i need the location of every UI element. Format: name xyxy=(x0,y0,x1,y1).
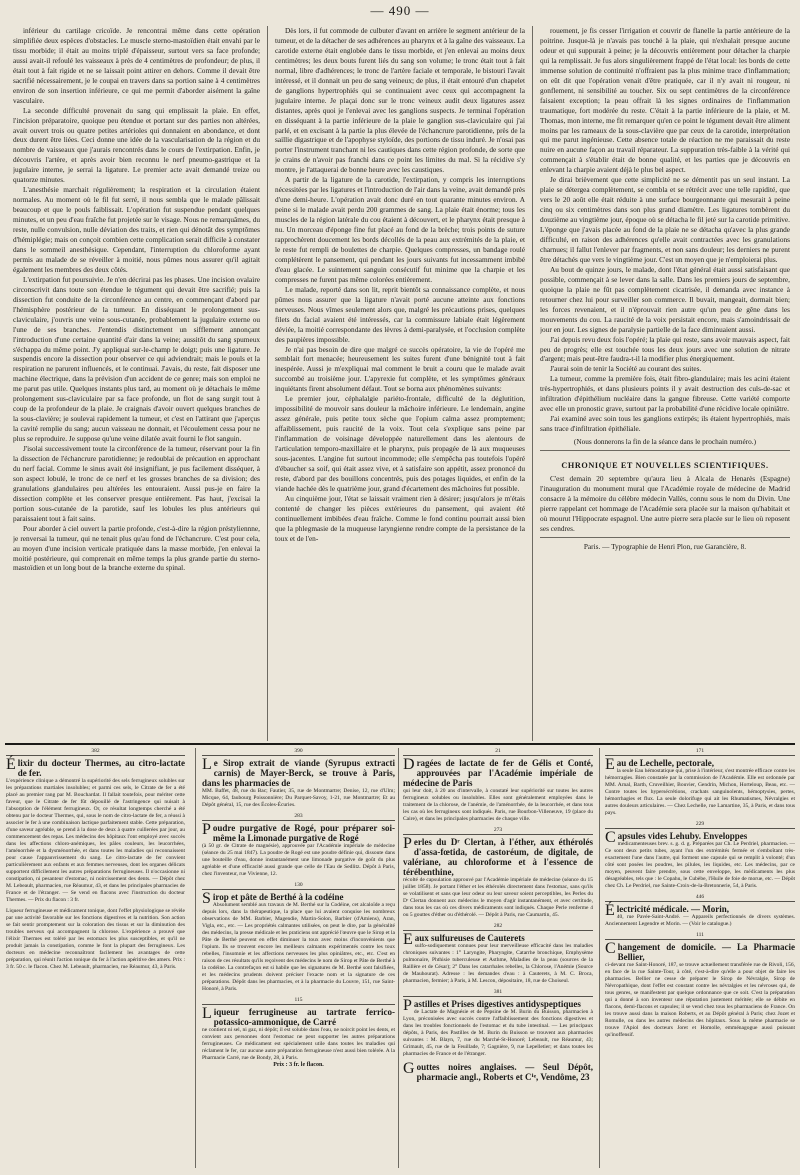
ad-title: outtes noires anglaises. — Seul Dépôt, pharmacie angl., Roberts et Cⁱᵉ, Vendôme, 23 xyxy=(416,1062,593,1083)
ad-number: 282 xyxy=(403,923,593,931)
paragraph: La tumeur, comme la première fois, était fibro-glandulaire; mais les acini étaient très-hypertrophiés, et dans plusieurs points il y avait destruction des culs-de-sac et infiltration d'épithélium nucléaire dans la gangue fibreuse. Cette variété comporte avec elle un pronostic grave, surtout par la probabilité d'une récidive locale opiniâtre. xyxy=(540,374,790,414)
ad-number: 229 xyxy=(605,821,795,829)
paragraph: Je n'ai pas besoin de dire que malgré ce succès opératoire, la vie de l'opéré me semblait fort menacée; heureusement les suites furent d'une bénignité tout à fait inespérée. Aussi je m'expliquai mal comment le bruit a couru que le malade avait succombé au troisième jour. L'apyrexie fut complète, et les symptômes généraux inquiétants firent absolument défaut. Tout se borna aux phénomènes suivants: xyxy=(275,344,525,394)
paragraph: Le malade, reporté dans son lit, reprit bientôt sa connaissance complète, et nous pûmes nous assurer que la ligature n'avait porté aucune atteinte aux fonctions nerveuses. Nous vîmes seulement alors que, malgré les précautions prises, quelques filets du facial avaient été intéressés, car la commissure labiale était légèrement déviée, la moitié correspondante des lèvres à demi-paralysée, et l'occlusion complète des paupières impossible. xyxy=(275,284,525,344)
drop-cap: É xyxy=(6,756,16,773)
ad-headline xyxy=(403,931,593,949)
ad-number: 115 xyxy=(202,997,395,1005)
ad-column-3 xyxy=(403,748,593,1168)
paragraph: rouement, je fis cesser l'irrigation et couvrir de flanelle la partie antérieure de la poitrine. Jusque-là je n'avais pas touché à la plaie, qui n'exhalait presque aucune odeur et qui suppurait à peine; je la découvris entièrement pour détacher la charpie qui la remplissait. Je fus alors singulièrement frappé de l'état local: les bords de cette immense solution de continuité n'offraient pas la plus minime trace d'inflammation; on eût dit que l'opération venait d'être pratiquée, car il n'y avait ni rougeur, ni gonflement, ni sensibilité au toucher. Six ou sept centimètres de la circonférence faisaient exception; la peau offrait là les signes ordinaires de l'inflammation traumatique, fort modérée du reste. C'était à la partie inférieure de la plaie, et M. Thomas, mon interne, me fit remarquer qu'en ce point le tégument devait être aliment moins par les rameaux de la sous-clavière que par ceux de la carotide, interprétation qui me parut ingénieuse. Cette absence totale de réaction ne me paraissait du reste nuire en aucune façon au travail réparateur. La suppuration très-faible à la vérité qui commençait à s'établir était de bonne qualité, et les parties que je découvris en enlevant la charpie avaient déjà le plus bel aspect. xyxy=(540,26,790,175)
ad-number: 381 xyxy=(403,989,593,997)
drop-cap: E xyxy=(605,756,615,773)
ad-title: astilles et Prises digestives antidyspeptiques xyxy=(413,999,581,1010)
paragraph: J'aurai soin de tenir la Société au courant des suites. xyxy=(550,364,702,374)
ad-number: 273 xyxy=(403,827,593,835)
ad-headline xyxy=(605,756,795,773)
ad-number: 283 xyxy=(202,813,395,821)
divider xyxy=(540,450,790,451)
drop-cap: L xyxy=(202,756,212,773)
advertisement xyxy=(403,827,593,919)
ad-body: L'expérience clinique a démontré la supériorité des sels ferrugineux solubles sur les préparations martiales insolubles; et parmi ces sels, le Citrate de fer a été placé au premier rang par M. Bouchardat. Il fallait toutefois, pour mériter cette faveur, que le Citrate de fer fût dépouillé de l'astringence qui nuisait à l'absorption de l'élément ferrugineux. Or, ce résultat longtemps cherché a été obtenu par le docteur Thermes, qui, sous le nom de citro-lactate de fer, a réussi à associer le fer à une combinaison lactique parfaitement stable. Cette préparation, d'une saveur agréable, se prend à la dose de deux à quatre cuillerées par jour, au commencement des repas. Les médecins des hôpitaux l'ont employé avec succès dans les affections chloro-anémiques, les pâles couleurs, les leucorrhées, l'aménorrhée et la dysménorrhée, et dans toutes les maladies qui reconnaissent pour cause l'appauvrissement du sang. Le citro-lactate de fer convient particulièrement aux enfants et aux femmes nerveuses, dont les organes délicats supportent difficilement les autres préparations ferrugineuses. Il n'occasionne ni constipation, ni pesanteur d'estomac, ni noircissement des dents. — Dépôt chez M. Lebeault, pharmacien, rue Réaumur, 43, et dans les principales pharmacies de France et de l'étranger. — Se vend en flacons avec l'instruction du docteur Thermes. — Prix du flacon : 3 fr. xyxy=(6,778,185,904)
article-column-2 xyxy=(275,26,525,761)
ad-number: 382 xyxy=(6,748,185,756)
advertisement xyxy=(202,748,395,809)
paragraph: J'isolai successivement toute la circonférence de la tumeur, réservant pour la fin la dissection de l'échancrure parotidienne; je redoublai de précaution en approchant du nerf facial. Comme le sinus avait été insignifiant, je pus facilement disséquer, à son aspect lobulé, le tronc de ce nerf et les grosses branches de sa division; des granulations glandulaires peu altérées les entouraient. Aussi pus-je en faire la dissection complète et les conserver presque entièrement. Pas haut, j'excisai la portion sous-cutanée de la parotide, sauf les lobules les plus antérieurs qui paraissaient tout à fait sains. xyxy=(13,444,260,523)
drop-cap: C xyxy=(605,940,616,958)
paragraph: Le premier jour, céphalalgie pariéto-frontale, difficulté de la déglutition, impossibilité de mouvoir sans douleur la mâchoire inférieure. Le lendemain, angine assez générale, puis petite toux sèche que l'opium calma assez promptement; affaiblissement, puis raucité de la voix. Tout cela s'explique sans peine par l'inflammation de voisinage développée naturellement dans les alentours de l'articulation temporo-maxillaire et le pharynx, puis propagée de là aux muqueuses sous-jacentes. L'angine fut surtout incommode; elle s'empêcha pas toutefois l'opéré d'ébaucher sa soif, qui était assez vive, et à satisfaire son appétit, assez prononcé du reste, d'abord par des bouillons concentrés, puis des potages liquides, et enfin de la viande hachée dès le quatrième jour, grand d'écartement des mâchoires fut possible. xyxy=(275,394,525,493)
advertisement xyxy=(605,748,795,817)
drop-cap: E xyxy=(403,931,413,949)
ad-title: lectricité médicale. — Morin, xyxy=(616,904,729,915)
ad-body: ne contient ni sel, ni gaz, ni dépôt; il est soluble dans l'eau, ne noircit point les dents, et convient aux personnes dont l'estomac ne peut supporter les autres préparations ferrugineuses. Ce médicament est spécialement utile dans toutes les maladies qui réclament le fer, car aucune autre préparation ferrugineuse n'est aussi bien tolérée. A la Pharmacie Carré, rue de Bondy, 28, à Paris. xyxy=(202,1027,395,1062)
advertisement xyxy=(403,989,593,1058)
drop-cap: D xyxy=(403,756,415,773)
paragraph: J'ai depuis revu deux fois l'opéré; la plaie qui reste, sans avoir mauvais aspect, fait peu de progrès; elle est touchée tous les deux jours avec une solution de nitrate d'argent; mais peut-être faudra-t-il la modifier plus énergiquement. xyxy=(540,334,790,364)
ad-headline xyxy=(202,758,395,788)
drop-cap: S xyxy=(202,890,211,908)
section-title: CHRONIQUE ET NOUVELLES SCIENTIFIQUES. xyxy=(561,461,769,471)
drop-cap: G xyxy=(403,1060,415,1078)
divider xyxy=(540,537,790,538)
ad-number: 171 xyxy=(605,748,795,756)
ad-number: 21 xyxy=(403,748,593,756)
ad-headline xyxy=(403,837,593,877)
ad-headline xyxy=(605,902,795,920)
advertisement xyxy=(403,748,593,823)
paragraph: Au bout de quinze jours, le malade, dont l'état général était aussi satisfaisant que possible, commençait à se lever dans la salle. Dans les premiers jours de septembre, quoique la plaie ne fût pas complètement cicatrisée, il demanda avec instance à retourner chez lui pour surveiller son commerce. Il buvait, mangeait, dormait bien; les forces revenaient, et il n'éprouvait rien autre qu'un peu de gêne dans les mouvements du cou. La raucité de la voix persistait encore, mais s'amoindrissait de jour en jour. Les signes de paralysie partielle de la face diminuaient aussi. xyxy=(540,264,790,334)
ad-body: récolté de capsulation approuvé par l'Académie impériale de médecine (séance du 15 juillet 1858). Je portant l'éther et les éthérolés directement dans l'estomac, sans qu'ils se volatilisent et sans que leur odeur ou leur saveur soient perceptibles, les Perles du Dʳ Clertan donnent aux médecins le moyen d'agir instantanément, et avec certitude, dans tous les cas où ces divers médicaments sont indiqués. Chaque Perle renferme 4 ou 5 gouttes d'éther ou d'éthérolé. — Dépôt à Paris, rue Caumartin, 45. xyxy=(403,877,593,919)
paragraph: Je dirai brièvement que cette simplicité ne se démentit pas un seul instant. La plaie se détergea complètement, se combla et se rétrécit avec une telle rapidité, que vers le 20 août elle était réduite à une surface bourgeonnante qui mesurait à peine cinq ou six centimètres dans son plus grand diamètre. Les ligatures tombèrent du douzième au vingtième jour, époque où se détacha le fil jeté sur la carotide primitive. L'éponge que j'avais placée au fond de la plaie ne se détacha qu'avec la plus grande difficulté, en raison des adhérences qu'elle avait contractées avec les granulations charnues; il fallut l'enlever par fragments, et non sans douleur; les derniers ne purent être détachés que vers le vingtième jour. C'est un moyen que je n'emploierai plus. xyxy=(540,175,790,264)
paragraph: L'extirpation fut poursuivie. Je n'en décrirai pas les phases. Une incision ovalaire circonscrivit dans toute son étendue le tégument qui devait être sacrifié; puis la dissection fut conduite de la circonférence au centre, en commençant d'abord par l'hémisphère postérieur de la tumeur. En disséquant le prolongement sus-claviculaire, j'ouvris une veine sous-cutanée, probablement la jugulaire externe ou l'une de ses branches. J'entendis distinctement un sifflement annonçant l'introduction d'une certaine quantité d'air dans la veine; aussitôt du sang spumeux s'échappa du même point. J'y appliquai sur-le-champ le doigt; puis une ligature. Je suspendis encore la dissection pour observer ce qui adviendrait; mais le pouls et la respiration ne parurent influencés, et le continuai. J'avais, du reste, fait disposer une machine électrique, dans la prévision d'un accident de ce genre; mais son emploi ne me parut pas utile. Quelques instants plus tard, au moment où je détachais le même prolongement sus-claviculaire par sa face profonde, un flot de sang surgit tout à coup de la profondeur de la plaie. Je craignais d'avoir ouvert quelques branches de la sous-clavière; je soulevai rapidement la tumeur, et c'est en l'attirant que j'aperçus la cavité remplie du sang; aucun vaisseau ne donnait, et l'écoulement cessa pour ne plus se reproduire. Je suppose qu'une veine dilatée avait fourni le flot sanguin. xyxy=(13,274,260,444)
ad-title: apsules vides Lehuby. Enveloppes xyxy=(617,831,748,842)
ad-body: la seule Eau hémostatique qui, prise à l'intérieur, s'est montrée efficace contre les hémorragies. Bien constatée par la commission de l'Académie. Elle est ordonnée par MM. Arnal, Barth, Cruveilhier, Bouvier, Gendrin, Michon, Horteloup, Beau, etc. — Contre toutes les hypersécrétions, crachats sanguinolents, hémoptysies, pertes, hémorrhagies et flux. La seule dolorifuge qui ait les Rhumatismes, Névralgies et autres douleurs articulaires. — Chez Lechelle, rue Lamartine, 35, à Paris, et dans tous pays. xyxy=(605,768,795,817)
ad-headline xyxy=(202,823,395,843)
ad-headline xyxy=(202,890,395,908)
ad-body: médicamenteuses brev. s. g. d. g. Préparées par Ch. Le Perdriel, pharmacien. — Ce sont deux petits tubes, ayant l'un des extrémités fermée et s'emboîtant très-exactement l'une dans l'autre, qui forment une capsule qui se remplit à volonté; d'un côté sont posées les poudres, les pilules, les liquides, etc. Les médecins, par ce moyen, peuvent faire prendre, sous cette enveloppe, les médicaments les plus désagréables, tels que : le Copahu, le Cubèbe, l'Huile de foie de morue, etc. — Dépôt chez Ch. Le Perdriel, rue Sainte-Croix-de-la-Bretonnerie, 54, à Paris. xyxy=(605,841,795,890)
advertisement xyxy=(605,821,795,890)
advertisement xyxy=(202,997,395,1069)
advertisement xyxy=(202,882,395,993)
drop-cap: C xyxy=(605,829,616,847)
ad-headline xyxy=(202,1007,395,1027)
continuation-note: (Nous donnerons la fin de la séance dans le prochain numéro.) xyxy=(573,437,757,447)
drop-cap: L xyxy=(202,1005,212,1023)
article-column-1 xyxy=(13,26,260,761)
advertisement xyxy=(403,923,593,985)
ad-column-1 xyxy=(6,748,185,1168)
drop-cap: P xyxy=(202,821,211,839)
ad-title: oudre purgative de Rogé, pour préparer soi-même la Limonade purgative de Rogé xyxy=(212,823,395,844)
ad-headline xyxy=(605,942,795,962)
ad-number: 390 xyxy=(202,748,395,756)
ad-title: au de Lechelle, pectorale, xyxy=(616,758,715,768)
ad-headline xyxy=(403,997,593,1015)
ad-headline xyxy=(403,758,593,788)
advertisement xyxy=(202,813,395,878)
ad-body: de Lactate de Magnésie et de Pepsine de M. Burin du Buisson, pharmacien à Lyon, préconisées avec succès contre l'affaiblissement des fonctions digestives et dans les troubles fonctionnels de l'estomac et du tube intestinal. — Les principaux dépôts, à Paris, des Pastilles de M. Burin du Buisson se trouvent aux pharmacies suivantes : M. Blayn, 7, rue du Marché-St-Honoré; Lebeault, rue Réaumur, 43; Grimault, 45, rue de la Feuillade, 7; Gagnière, 9, rue Lepelletier; et dans toutes les pharmacies de France et de l'étranger. xyxy=(403,1009,593,1058)
colophon: Paris. — Typographie de Henri Plon, rue Garancière, 8. xyxy=(583,541,747,551)
paragraph: L'anesthésie marchait régulièrement; la respiration et la circulation étaient normales. Au moment où le fil fut serré, il nous sembla que le malade pâlissait beaucoup et que le pouls faiblissait. L'opération fut suspendue pendant quelques minutes, et un peu d'eau fraîche fut projetée sur le visage. Nous ne remarquâmes, du reste, nulle convulsion, nulle déviation des traits, et rien qui dénotât des symptômes d'hémiplégie; mais on conçoit combien cette complication serait difficile à constater dans le sommeil anesthésique. Cependant, l'interruption du chloroforme ayant permis au malade de se réveiller à moitié, nous pûmes nous assurer qu'il agitait également les membres des deux côtés. xyxy=(13,185,260,274)
ad-price: Prix : 3 fr. le flacon. xyxy=(273,1062,324,1069)
advertisement xyxy=(605,932,795,1039)
ad-column-rule xyxy=(398,748,399,1168)
ad-headline xyxy=(6,758,185,778)
advertisement xyxy=(6,908,185,971)
paragraph: inférieur du cartilage cricoïde. Je rencontrai même dans cette opération simplifiée deux espèces d'obstacles. Le muscle sterno-mastoïdien était envahi par le tissu morbide; il était au moins triplé d'épaisseur, surtout vers sa face profonde; aussi avait-il refoulé les vaisseaux à près de 4 centimètres de profondeur; de plus, il était tout à fait rigide et ne se laissait point attirer en dehors. Comme il devait être sacrifié nécessairement, je le coupai en travers dans sa portion saine à 4 centimètres environ de son insertion inférieure, ce qui me permit d'aborder aisément la gaîne vasculaire. xyxy=(13,26,260,105)
ad-body: Absolument semblé aux travaux de M. Berthé sur la Codéine, cet alcaloïde a reçu depuis lors, dans la thérapeutique, la place que lui avaient conquise les nombreux observations de MM. Barbier, Magendie, Martin-Solon, Barbier (d'Amiens), Aran, Vigla, etc., etc. — Les propriétés calmantes utilisées, on peut le dire, par la généralité des médecins, la presse médicale et les praticiens ont apprécié l'œuvre que le Sirop et la Pâte de Berthé peuvent en effet diminuer la toux avec moins d'inconvénients que l'opium. Ils se trouvent encore les meilleurs calmants expérimentés contre les toux rebelles, l'insomnie et les affections nerveuses les plus opiniâtres, etc., etc. C'est en raison de ces résultats qu'ils reçoivent des médecins le nom de Sirop et Pâte de Berthé à la codéine. La contrefaçon est si habile que les signatures de M. Berthé sont falsifiées, et les médecins prudents doivent préciser l'exacte nom et la signature de ces préparations. Dépôt dans les pharmacies, et à la pharmacie du Louvre, 151, rue Saint-Honoré, à Paris. xyxy=(202,902,395,993)
advertisement xyxy=(605,894,795,928)
advertisement xyxy=(403,1062,593,1082)
paragraph: Au cinquième jour, l'état se laissait vraiment rien à désirer; jusqu'alors je m'étais contenté de changer les pièces extérieures du pansement, qui avaient été continuellement imbibées d'eau fraîche. Comme le fond continu pourrait aussi bien que la phlegmasie de la muqueuse laryngienne rendre compte de la persistance de la toux et de l'en- xyxy=(275,493,525,543)
column-rule xyxy=(267,26,268,741)
ad-title: hangement de domicile. — La Pharmacie Bellier, xyxy=(617,942,795,963)
advertisement xyxy=(6,748,185,904)
article-column-3 xyxy=(540,26,790,761)
ad-headline xyxy=(403,1062,593,1082)
ad-body: MM. Baffet, 48, rue du Bac; Fautier, 35, rue de Montmartre; Denise, 12, rue d'Ulm; Micque, 64, faubourg Poissonnière; Du Parquet-Savoy, 1-21, rue Montmartre; Et au Dépôt général, 15, rue des Écoles-Écuries. xyxy=(202,788,395,809)
ad-body: (à 50 gr. de Citrate de magnésie), approuvée par l'Académie impériale de médecine (séance du 25 mai 1847). La poudre de Rogé est une poudre définie qui, dissoute dans une bouteille d'eau, donne instantanément une limonade purgative de goût du plus agréable et d'une efficacité aussi grande que celle de l'Eau de Sedlitz. Dépôt à Paris, chez l'inventeur, rue Vivienne, 12. xyxy=(202,843,395,878)
paragraph: C'est demain 20 septembre qu'aura lieu à Alcala de Henarès (Espagne) l'inauguration du monument mural que l'Académie royale de médecine de Madrid consacre à la mémoire du célèbre médecin Vallès, connu sous le nom du Divin. Une pierre rappelant cet hommage de l'Académie sera placée sur la maison qu'habitait et où mourut l'Hippocrate espagnol. Une autre pierre sera placée sur le lieu où reposent ses cendres. xyxy=(540,473,790,533)
page-number: — 490 — xyxy=(370,3,430,18)
ad-number: 130 xyxy=(202,882,395,890)
drop-cap: É xyxy=(605,902,615,920)
paragraph: La seconde difficulté provenait du sang qui emplissait la plaie. En effet, l'incision préparatoire, quoique peu étendue et portant sur des parties non altérées, avait ouvert trois ou quatre petites artérioles qui donnaient en abondance, et dont deux durent être liées. Ceci donne une idée de la vascularisation de la région et du nombre de vaisseaux que j'aurais rencontrés dans le cours de l'extirpation. Enfin, je découvris l'artère, et après avoir bien reconnu le nerf pneumo-gastrique et la jugulaire interne, je serrai la ligature. Le premier acte avait demandé treize ou quatorze minutes. xyxy=(13,105,260,185)
ad-title: lixir du docteur Thermes, au citro-lactate de fer. xyxy=(17,758,185,778)
ad-title: aux sulfureuses de Cauterets xyxy=(414,933,525,944)
ad-title: erles du Dʳ Clertan, à l'éther, aux éthérolés d'assa-fœtida, de castoréum, de digitale, de valériane, au chloroforme et à l'essence de térébenthine, xyxy=(403,837,593,878)
ad-headline xyxy=(605,829,795,847)
ad-title: e Sirop extrait de viande (Syrupus extracti carnis) de Mayer-Berck, se trouve à Paris, dans les pharmacies de xyxy=(202,758,395,788)
ad-column-4 xyxy=(605,748,795,1168)
ad-number: 111 xyxy=(605,932,795,940)
ad-column-2 xyxy=(202,748,395,1168)
drop-cap: P xyxy=(403,997,412,1015)
paragraph: A partir de la ligature de la carotide, l'extirpation, y compris les interruptions nécessitées par les ligatures et l'introduction de l'air dans la veine, avait demandé près d'une demi-heure. L'opération avait donc duré en tout quarante minutes environ. A peine si le malade avait perdu 200 grammes de sang. La plaie était énorme; tous les muscles de la région latérale du cou étaient à découvert, et le pharynx était presque à nu. Un morceau d'éponge fine fut placé au fond de la brèche; trois points de suture rapprochèrent doucement les bords décollés de la peau aux extrémités de la plaie, et le reste fut rempli de boulettes de charpie. Quelques compresses, un bandage roulé complétèrent le pansement, qui pendant les jours suivants fut incessamment imbibé d'eau glacée. Le suintement sanguin consécutif fut minime que la charpie et les compresses ne furent pas même colorées entièrement. xyxy=(275,175,525,284)
drop-cap: P xyxy=(403,835,412,853)
advertisement-rule xyxy=(5,743,795,745)
column-rule xyxy=(532,26,533,741)
ad-column-rule xyxy=(195,748,196,1168)
ad-body: ci-devant rue Saint-Honoré, 187, se trouve actuellement transférée rue de Rivoli, 156, en face de la rue Sainte-Tour, à côté, c'est-à-dire qu'elle a pour objet de faire les pharmacies. Bellier ne cesse de préparer le Sirop de Névralgie, Sirop de Névropathique, dont l'effet est constant contre les névralgies et les névroses qui, de tous genres, se manifestent par quelque ordonnance que ce soit. C'est la préparation qui a donné à son inventeur une réputation justement méritée; elle se débite en flacons, demi-flacons et capsules; il se vend chez tous les pharmaciens de France. On les trouve aussi dans la maison Roberts, et au Dépôt général à Paris; chez Jozet et Romulle, ou dans les autres médecins des hôpitaux. Sous la même pharmacie se trouve l'Apiol des docteurs Joret et Homolle, emménagogue aussi puissant qu'inoffensif. xyxy=(605,962,795,1039)
paragraph: J'ai examiné avec soin tous les ganglions extirpés; ils étaient hypertrophiés, mais sans trace d'infiltration épithéliale. xyxy=(540,414,790,434)
ad-title: irop et pâte de Berthé à la codéine xyxy=(212,892,344,903)
ad-title: ragées de lactate de fer de Gélis et Conté, approuvées par l'Académie impériale de médecine de Paris xyxy=(403,758,593,788)
ad-body: 40, rue Pavée-Saint-André. — Appareils perfectionnés de divers systèmes. Anciennement Legendre et Morin. — (Voir le catalogue.) xyxy=(605,914,795,928)
ad-title: iqueur ferrugineuse au tartrate ferrico-potassico-ammonique, de Carré xyxy=(213,1007,395,1028)
ad-body: sulfo-sodiquement connues pour leur merveilleuse efficacité dans les maladies chroniques suivantes : 1° Laryngite, Pharyngite, Catarrhe bronchique, Emphysème pulmonaire, Phthisie tuberculeuse et Asthme, Maladies de la peau (sources de la Raillère et de César); 2° Dans les catarrhales rebelles, la Chlorose, l'Anémie (Source de Mauhourat). Adresse : les demandes d'eau : à Cauterets, à M. C. Broca, pharmacien, fermier; à Paris, à M. Lescon, dépositaire, 18, rue de Choiseul. xyxy=(403,943,593,985)
ad-column-rule xyxy=(599,748,600,1168)
paragraph: Dès lors, il fut commode de culbuter d'avant en arrière le segment antérieur de la tumeur, et de la détacher de ses adhérences au pharynx et à la gaîne des vaisseaux. La carotide externe était englobée dans le tissu morbide, et j'en enlevai au moins deux centimètres; les deux bouts furent liés du sang son volume; le tronc était tout à fait normal, libre d'adhérences; le tronc de l'artère faciale et temporale, le bistouri l'avait intéressé, et il donnait un peu de sang veineux; de plus, il était entouré d'un chapelet de ganglions hypertrophiés qui se continuaient avec ceux qui accompagnent la jugulaire interne. Je plaçai donc sur le tronc veineux audit deux ligatures assez distantes, après quoi je l'enlevai avec les ganglions suspects. Je terminai l'opération en disséquant à la partie inférieure de la plaie le ganglion sus-claviculaire qui j'ai parlé, et en excisant à la partie la plus élevée de l'échancrure parotidienne, près de la saillie digastrique et de l'apophyse styloïde, des portions de tissu induré. Je n'osai pas porter l'instrument tranchant ni les cautiques dans cette région profonde, de sorte que je crains de n'avoir pas franchi dans ce point les limites du mal. Si la récidive s'y montre, je l'attaquerai de bonne heure avec les caustiques. xyxy=(275,26,525,175)
ad-body: qui leur doit, à 20 ans d'intervalle, à constaté leur supériorité sur toutes les autres ferrugineux solubles ou insolubles. Elles sont généralement employées dans le traitement de la chlorose, de l'anémie, de l'aménorrhée, de la leucorrhée, et dans tous les cas où les ferrugineux sont indiqués. Paris, rue Bourbon-Villeneuve, 19 (place du Caire), et dans les principales pharmacies de chaque ville. xyxy=(403,788,593,823)
ad-number: 446 xyxy=(605,894,795,902)
ad-body: Liqueur ferrugineuse et médicament tonique, dont l'effet physiologique se révèle par une activité favorable sur les fonctions digestives et la nutrition. Son action se fait sentir promptement sur la coloration des tissus et sur la diminution des troubles nerveux qui accompagnent la chlorose. L'expérience a prouvé que l'élixir Thermes est toléré par les estomacs les plus susceptibles, et qu'il ne produit jamais la constipation, comme le font la plupart des ferrugineux. Les docteurs en médecine reconnaîtront facilement les avantages de cette préparation, qui réunit l'action tonique du fer à l'action apéritive des amers. Prix : 3 fr. 50 c. le flacon. Chez M. Lebeault, pharmacien, rue Réaumur, 43, à Paris. xyxy=(6,908,185,971)
paragraph: Pour aborder à ciel ouvert la partie profonde, c'est-à-dire la région préstyliennne, je renversai la tumeur, qui ne tenait plus qu'au fond de l'échancrure. C'est pour cela, au moyen d'une incision verticale pratiquée dans la masse morbide, j'en enlevai la moitié postérieure, qui comprenait en même temps la plus grande partie du sterno-mastoïdien et un long bout de la branche externe du spinal. xyxy=(13,523,260,573)
